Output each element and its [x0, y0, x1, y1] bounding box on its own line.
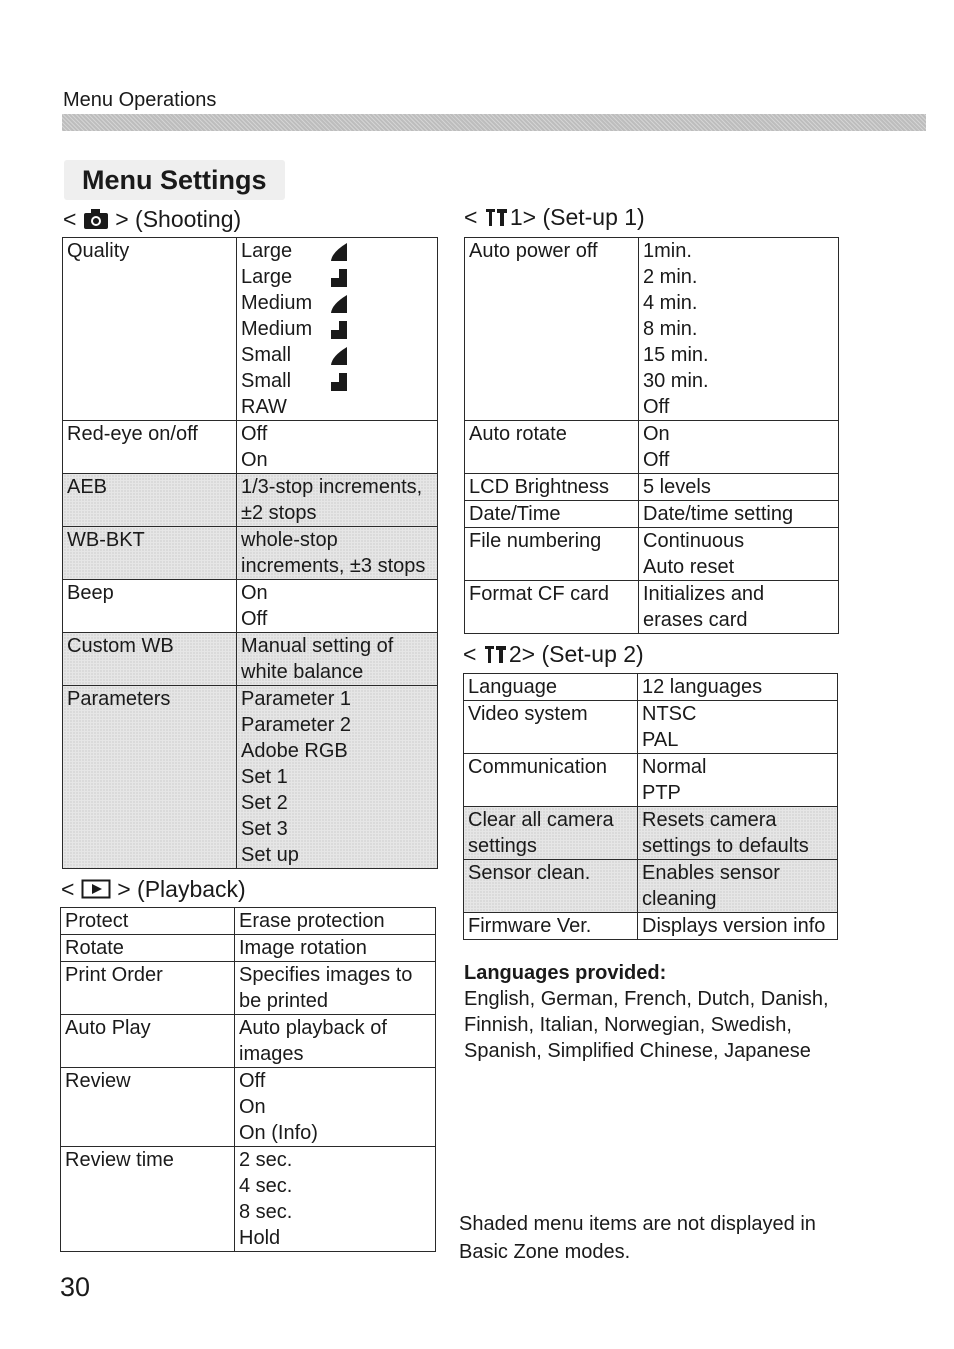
menu-item-options — [235, 908, 436, 935]
menu-option — [241, 816, 433, 842]
menu-row — [63, 580, 438, 633]
menu-row — [464, 860, 838, 913]
menu-item-options — [235, 935, 436, 962]
menu-option-text: 1/3-stop increments, — [241, 476, 423, 498]
menu-option — [643, 421, 834, 447]
playback-heading — [61, 875, 246, 906]
menu-option-text: settings to defaults — [642, 835, 809, 857]
menu-option-text: Small — [241, 370, 292, 392]
menu-option-text: PTP — [642, 782, 681, 804]
menu-option-text: 30 min. — [643, 370, 709, 392]
menu-option — [241, 686, 433, 712]
menu-item-name-text: Beep — [67, 582, 114, 604]
menu-item-name-text: Date/Time — [469, 503, 561, 525]
menu-option — [642, 886, 833, 912]
menu-row — [63, 421, 438, 474]
menu-item-name — [63, 527, 237, 580]
menu-option-text: Date/time setting — [643, 503, 794, 525]
menu-option-text: On (Info) — [239, 1122, 318, 1144]
menu-option — [643, 528, 834, 554]
menu-option — [239, 1225, 431, 1251]
menu-item-name — [61, 962, 235, 1015]
menu-item-name-text: Protect — [65, 910, 129, 932]
menu-row — [63, 474, 438, 527]
menu-option-text: Adobe RGB — [241, 740, 348, 762]
menu-item-name-text: LCD Brightness — [469, 476, 610, 498]
menu-item-name-text: Format CF card — [469, 583, 610, 605]
menu-option — [239, 1199, 431, 1225]
menu-option — [239, 1094, 431, 1120]
menu-item-options — [237, 580, 438, 633]
menu-option — [239, 1147, 431, 1173]
menu-option-text: Image rotation — [239, 937, 367, 959]
menu-item-name — [465, 528, 639, 581]
menu-row — [464, 701, 838, 754]
menu-option — [239, 935, 431, 961]
menu-option — [643, 316, 834, 342]
menu-row — [465, 238, 839, 421]
menu-item-name — [63, 686, 237, 869]
shooting-heading — [63, 205, 241, 236]
menu-row — [464, 807, 838, 860]
menu-option-text: ±2 stops — [241, 502, 317, 524]
menu-option — [241, 421, 433, 447]
menu-item-name — [63, 421, 237, 474]
menu-option — [642, 807, 833, 833]
menu-row — [63, 527, 438, 580]
menu-option-text: images — [239, 1043, 304, 1065]
menu-option — [241, 264, 433, 290]
menu-option — [239, 1120, 431, 1146]
menu-option-text: Erase protection — [239, 910, 385, 932]
camera-icon — [83, 208, 109, 236]
menu-option-text: whole-stop — [241, 529, 338, 551]
menu-option — [643, 501, 834, 527]
setup1-heading-post: > (Set-up 1) — [522, 204, 645, 230]
menu-option — [239, 1173, 431, 1199]
menu-item-name — [464, 860, 638, 913]
menu-row — [61, 1068, 436, 1147]
menu-item-name-text: WB-BKT — [67, 529, 145, 551]
menu-option — [643, 290, 834, 316]
menu-item-options — [639, 238, 839, 421]
menu-option-text: Medium — [241, 318, 313, 340]
menu-option-text: Auto playback of — [239, 1017, 387, 1039]
menu-option-text: erases card — [643, 609, 748, 631]
menu-row — [465, 581, 839, 634]
menu-item-options — [237, 633, 438, 686]
menu-item-options — [237, 421, 438, 474]
languages-text: English, German, French, Dutch, Danish, Finnish, Italian, Norwegian, Swedish, Spanish, Simplified Chinese, Japanese — [464, 988, 829, 1062]
menu-option-text: On — [239, 1096, 266, 1118]
menu-option — [643, 394, 834, 420]
menu-option-text: 4 sec. — [239, 1175, 293, 1197]
menu-option — [241, 527, 433, 553]
menu-item-name-text: Auto rotate — [469, 423, 567, 445]
menu-option-text: Normal — [642, 756, 707, 778]
menu-option-text: Medium — [241, 292, 313, 314]
menu-option-text: Off — [643, 396, 670, 418]
menu-option — [642, 701, 833, 727]
menu-row — [465, 501, 839, 528]
menu-option-text: Large — [241, 240, 293, 262]
menu-item-name — [465, 501, 639, 528]
menu-option-text: 1min. — [643, 240, 692, 262]
menu-option-text: 8 sec. — [239, 1201, 293, 1223]
menu-option — [643, 447, 834, 473]
menu-option — [642, 833, 833, 859]
menu-option-text: Set 3 — [241, 818, 288, 840]
menu-option-text: On — [643, 423, 670, 445]
menu-option-text: Set 2 — [241, 792, 288, 814]
menu-option — [643, 607, 834, 633]
menu-item-name — [465, 238, 639, 421]
menu-option-text: Hold — [239, 1227, 281, 1249]
menu-option — [241, 790, 433, 816]
menu-item-options — [638, 860, 838, 913]
menu-option — [643, 474, 834, 500]
menu-option — [241, 316, 433, 342]
menu-row — [465, 528, 839, 581]
menu-option — [643, 238, 834, 264]
menu-item-options — [235, 1015, 436, 1068]
menu-option — [241, 659, 433, 685]
menu-option-text: Set 1 — [241, 766, 288, 788]
menu-option — [643, 554, 834, 580]
menu-row — [61, 908, 436, 935]
menu-item-name-text: Quality — [67, 240, 130, 262]
menu-option-text: Set up — [241, 844, 299, 866]
menu-option-text: 12 languages — [642, 676, 763, 698]
menu-row — [465, 421, 839, 474]
menu-row — [61, 935, 436, 962]
menu-item-name-line: settings — [468, 835, 537, 857]
menu-item-name — [464, 674, 638, 701]
playback-menu-table — [60, 907, 436, 1252]
page-number: 30 — [60, 1272, 91, 1302]
menu-option — [241, 580, 433, 606]
menu-option — [643, 368, 834, 394]
menu-option — [239, 908, 431, 934]
menu-item-name — [465, 581, 639, 634]
menu-item-name-text: Language — [468, 676, 557, 698]
menu-option-text: cleaning — [642, 888, 717, 910]
menu-row — [63, 633, 438, 686]
menu-item-name — [63, 580, 237, 633]
menu-option-text: Enables sensor — [642, 862, 780, 884]
menu-item-name — [61, 1015, 235, 1068]
menu-item-name-text: Communication — [468, 756, 607, 778]
menu-item-options — [639, 501, 839, 528]
menu-option-text: 8 min. — [643, 318, 698, 340]
menu-item-name-text: Auto power off — [469, 240, 598, 262]
menu-option — [241, 553, 433, 579]
menu-item-name — [465, 474, 639, 501]
menu-item-name-text: Rotate — [65, 937, 124, 959]
menu-item-options — [639, 421, 839, 474]
menu-option-text: 15 min. — [643, 344, 709, 366]
menu-option-text: white balance — [241, 661, 364, 683]
menu-row — [464, 754, 838, 807]
setup1-heading — [464, 203, 645, 234]
menu-option — [241, 474, 433, 500]
menu-item-options — [235, 1147, 436, 1252]
menu-option — [239, 962, 431, 988]
menu-item-options — [639, 528, 839, 581]
menu-item-options — [237, 238, 438, 421]
menu-option — [241, 738, 433, 764]
menu-option-text: 2 sec. — [239, 1149, 293, 1171]
menu-item-name — [464, 701, 638, 754]
menu-row — [63, 686, 438, 869]
menu-option — [241, 290, 433, 316]
shaded-items-note: Shaded menu items are not displayed in Basic Zone modes. — [459, 1213, 816, 1263]
setup1-heading-num: 1 — [509, 204, 523, 230]
menu-option — [241, 764, 433, 790]
menu-option-text: Large — [241, 266, 293, 288]
menu-item-name — [61, 1147, 235, 1252]
menu-item-options — [237, 474, 438, 527]
menu-item-options — [235, 962, 436, 1015]
setup1-menu-table — [464, 237, 839, 634]
menu-option — [642, 780, 833, 806]
menu-option — [643, 264, 834, 290]
menu-option-text: be printed — [239, 990, 328, 1012]
menu-option-text: PAL — [642, 729, 679, 751]
shooting-menu-table — [62, 237, 438, 869]
menu-item-options — [638, 807, 838, 860]
menu-option — [241, 394, 433, 420]
menu-row — [464, 674, 838, 701]
menu-option-text: Off — [643, 449, 670, 471]
menu-item-options — [235, 1068, 436, 1147]
menu-item-name — [464, 913, 638, 940]
menu-item-name — [63, 633, 237, 686]
menu-option-text: increments, ±3 stops — [241, 555, 426, 577]
menu-option-text: Continuous — [643, 530, 745, 552]
menu-row — [61, 1147, 436, 1252]
setup2-heading-post: > (Set-up 2) — [521, 641, 644, 667]
menu-option-text: RAW — [241, 396, 287, 418]
menu-option — [643, 581, 834, 607]
menu-item-name-text: Auto Play — [65, 1017, 151, 1039]
menu-item-options — [638, 701, 838, 754]
menu-option — [241, 633, 433, 659]
menu-item-name-text: Sensor clean. — [468, 862, 591, 884]
menu-option — [239, 1068, 431, 1094]
setup1-heading-pre: < — [464, 204, 478, 230]
menu-option-text: Parameter 1 — [241, 688, 352, 710]
menu-item-name — [464, 807, 638, 860]
menu-item-name — [63, 238, 237, 421]
menu-option-text: NTSC — [642, 703, 697, 725]
menu-item-name-text: AEB — [67, 476, 108, 498]
menu-item-name-text: Review time — [65, 1149, 174, 1171]
menu-item-name-text: Review — [65, 1070, 131, 1092]
menu-item-name — [465, 421, 639, 474]
menu-option-text: Off — [241, 423, 268, 445]
menu-option — [239, 1041, 431, 1067]
menu-item-name-text: Custom WB — [67, 635, 174, 657]
setup2-heading-pre: < — [463, 641, 477, 667]
menu-item-options — [638, 674, 838, 701]
menu-item-name-line: Clear all camera — [468, 809, 614, 831]
playback-heading-post: > (Playback) — [117, 876, 246, 902]
menu-item-name — [61, 935, 235, 962]
languages-title: Languages provided: — [464, 962, 667, 984]
menu-option — [241, 606, 433, 632]
wrench-icon — [483, 643, 509, 671]
menu-option — [241, 342, 433, 368]
menu-row — [465, 474, 839, 501]
menu-item-options — [237, 527, 438, 580]
menu-option-text: Specifies images to — [239, 964, 413, 986]
menu-option-text: On — [241, 449, 268, 471]
shooting-heading-post: > (Shooting) — [115, 206, 242, 232]
menu-option — [642, 913, 833, 939]
menu-row — [61, 962, 436, 1015]
menu-item-name — [63, 474, 237, 527]
menu-option-text: Displays version info — [642, 915, 826, 937]
menu-option — [241, 368, 433, 394]
menu-option — [241, 500, 433, 526]
wrench-icon — [484, 206, 510, 234]
menu-option-text: Resets camera — [642, 809, 777, 831]
menu-item-name — [464, 754, 638, 807]
header-label: Menu Operations — [63, 89, 217, 111]
menu-option — [643, 342, 834, 368]
setup2-menu-table — [463, 673, 838, 940]
menu-item-name-text: Print Order — [65, 964, 163, 986]
menu-item-name-text: Video system — [468, 703, 588, 725]
playback-icon — [81, 878, 111, 906]
menu-option-text: On — [241, 582, 268, 604]
menu-option — [241, 238, 433, 264]
menu-item-name-text: Red-eye on/off — [67, 423, 198, 445]
page-title: Menu Settings — [64, 160, 285, 200]
menu-option — [642, 727, 833, 753]
menu-option — [241, 712, 433, 738]
menu-option-text: 5 levels — [643, 476, 711, 498]
menu-option — [241, 447, 433, 473]
menu-item-options — [638, 754, 838, 807]
menu-option-text: 4 min. — [643, 292, 698, 314]
menu-row — [63, 238, 438, 421]
menu-item-name-text: File numbering — [469, 530, 602, 552]
header-bar — [62, 114, 926, 131]
menu-option-text: Manual setting of — [241, 635, 394, 657]
menu-option-text: 2 min. — [643, 266, 698, 288]
menu-item-options — [639, 581, 839, 634]
menu-item-options — [237, 686, 438, 869]
shooting-heading-pre: < — [63, 206, 77, 232]
menu-option — [239, 988, 431, 1014]
menu-option-text: Off — [241, 608, 268, 630]
playback-heading-pre: < — [61, 876, 75, 902]
setup2-heading — [463, 640, 644, 671]
menu-item-options — [639, 474, 839, 501]
menu-option — [642, 754, 833, 780]
menu-item-name — [61, 908, 235, 935]
menu-item-name — [61, 1068, 235, 1147]
setup2-heading-num: 2 — [508, 641, 522, 667]
menu-option — [642, 674, 833, 700]
menu-row — [61, 1015, 436, 1068]
menu-option-text: Auto reset — [643, 556, 735, 578]
menu-item-options — [638, 913, 838, 940]
menu-item-name-text: Firmware Ver. — [468, 915, 592, 937]
menu-option-text: Off — [239, 1070, 266, 1092]
menu-option-text: Initializes and — [643, 583, 765, 605]
menu-option — [642, 860, 833, 886]
menu-option — [241, 842, 433, 868]
menu-option-text: Small — [241, 344, 292, 366]
menu-option — [239, 1015, 431, 1041]
menu-item-name-text: Parameters — [67, 688, 171, 710]
menu-row — [464, 913, 838, 940]
menu-option-text: Parameter 2 — [241, 714, 352, 736]
